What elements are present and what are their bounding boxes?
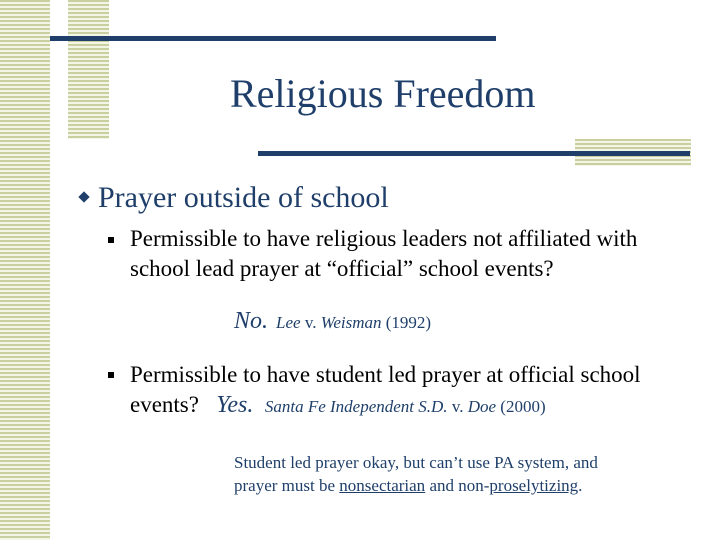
note-text xyxy=(234,451,598,497)
item-1-case-year: (1992) xyxy=(381,313,432,332)
item-2-case-party2: Doe xyxy=(467,397,497,416)
note-line2-mid: and non- xyxy=(425,476,490,495)
note-line2-end: . xyxy=(578,476,583,495)
item-2-answer-period: . xyxy=(247,392,254,418)
item-2-line2: events? xyxy=(130,392,199,417)
square-bullet-icon xyxy=(108,237,114,243)
note-underline-proselytizing: proselytizing xyxy=(489,476,579,495)
title-rule-top xyxy=(50,36,496,41)
title-rule-bottom xyxy=(258,151,690,156)
square-bullet-icon xyxy=(108,372,114,378)
bullet-heading xyxy=(80,178,389,218)
item-1-answer xyxy=(234,308,431,335)
decorative-stripe-top xyxy=(68,0,109,139)
item-2-case-citation xyxy=(265,397,546,416)
note-line1: Student led prayer okay, but can’t use PA system, and xyxy=(234,453,598,472)
item-2-line2-row xyxy=(130,390,641,422)
diamond-bullet-icon xyxy=(78,191,89,202)
note-underline-nonsectarian: nonsectarian xyxy=(339,476,426,495)
slide-title: Religious Freedom xyxy=(230,71,536,116)
bullet-heading-text: Prayer outside of school xyxy=(98,181,389,214)
item-1-case-party1: Lee xyxy=(276,313,301,332)
item-1-answer-period: . xyxy=(262,308,269,334)
item-1-line2: school lead prayer at “official” school events? xyxy=(130,256,554,281)
item-1-question xyxy=(130,224,637,284)
item-2-answer-word: Yes xyxy=(216,392,248,418)
note-line2-prefix: prayer must be xyxy=(234,476,340,495)
item-2-case-v: v. xyxy=(447,397,468,416)
item-1-case-citation xyxy=(276,313,431,332)
item-1-case-party2: Weisman xyxy=(320,313,382,332)
item-1-line1: Permissible to have religious leaders not affiliated with xyxy=(130,226,638,251)
note-line2 xyxy=(234,474,598,497)
item-1-case-v: v. xyxy=(300,313,321,332)
decorative-stripe-left xyxy=(0,0,50,540)
item-2-question xyxy=(130,360,641,422)
item-1-answer-word: No xyxy=(234,308,263,334)
item-2-case-year: (2000) xyxy=(496,397,546,416)
item-2-line1: Permissible to have student led prayer at official school xyxy=(130,362,641,387)
item-2-case-party1: Santa Fe Independent S.D. xyxy=(264,397,448,416)
